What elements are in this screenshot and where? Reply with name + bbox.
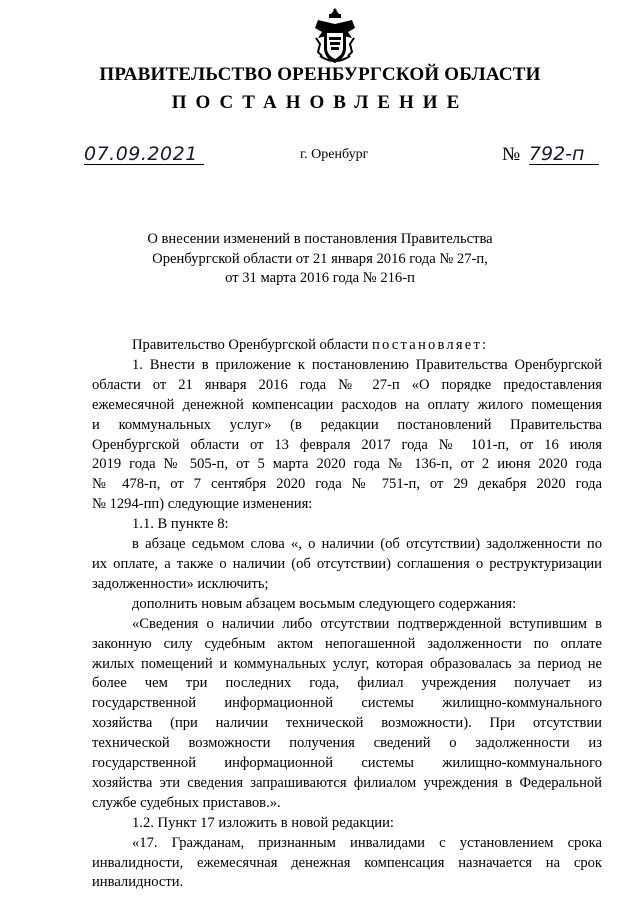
subject-line: от 31 марта 2016 года № 216-п: [225, 270, 415, 286]
subject-line: Оренбургской области от 21 января 2016 года № 27-п,: [152, 250, 488, 267]
body-line: задолженности» исключить;: [92, 575, 269, 592]
body-line: № 1294-пп) следующие изменения:: [92, 496, 313, 513]
body-line: технической возможности получения сведений о задолженности из: [92, 735, 602, 752]
subject-line: О внесении изменений в постановления Правительства: [147, 231, 493, 247]
number-label: №: [502, 144, 521, 165]
body-line: хозяйства эти сведения запрашиваются филиалом учреждения в Федеральной: [92, 774, 602, 791]
body-line: законную силу судебным актом непогашенной задолженности по оплате: [92, 635, 602, 652]
body-line: инвалидности.: [92, 874, 184, 891]
body-line: 2019 года № 505-п, от 5 марта 2020 года № 136-п, от 2 июня 2020 года: [92, 456, 602, 473]
body-line: в абзаце седьмом слова «, о наличии (об отсутствии) задолженности по: [132, 536, 602, 553]
document-body: [92, 336, 602, 893]
document-number-field: [502, 144, 599, 166]
body-line: «17. Гражданам, признанным инвалидами с установлением срока: [132, 834, 602, 851]
body-line: Оренбургской области от 13 февраля 2017 года № 101-п, от 16 июля: [92, 436, 602, 453]
body-line: «Сведения о наличии либо отсутствии подтвержденной вступившим в: [132, 615, 602, 632]
body-line: 1. Внести в приложение к постановлению Правительства Оренбургской: [132, 356, 602, 373]
body-line: инвалидности, ежемесячная денежная компенсация назначается на срок: [92, 854, 602, 871]
intro-verb: постановляет:: [371, 337, 489, 353]
body-line: 1.1. В пункте 8:: [132, 516, 229, 533]
document-city: г. Оренбург: [300, 147, 369, 162]
body-line: государственной информационной системы жилищно-коммунального: [92, 755, 602, 772]
body-line: более чем три последних года, филиал учреждения получает из: [92, 675, 602, 692]
body-line: хозяйства (при наличии технической возможности). При отсутствии: [92, 715, 602, 732]
body-line: дополнить новым абзацем восьмым следующего содержания:: [132, 595, 517, 612]
body-line: области от 21 января 2016 года № 27-п «О порядке предоставления: [92, 376, 602, 393]
intro-text: Правительство Оренбургской области: [132, 337, 372, 353]
body-line: 1.2. Пункт 17 изложить в новой редакции:: [132, 814, 394, 831]
body-line: № 478-п, от 7 сентября 2020 года № 751-п, от 29 декабря 2020 года: [92, 476, 602, 493]
document-date: 07.09.2021: [84, 144, 204, 165]
body-line: их оплате, а также о наличии (об отсутствии) соглашения о реструктуризации: [92, 555, 602, 572]
document-number: 792-п: [529, 144, 599, 165]
organization-title: ПРАВИТЕЛЬСТВО ОРЕНБУРГСКОЙ ОБЛАСТИ: [99, 64, 541, 85]
document-type: ПОСТАНОВЛЕНИЕ: [171, 92, 469, 113]
body-line: ежемесячной денежной компенсации расходов на оплату жилого помещения: [92, 396, 602, 413]
body-line: службе судебных приставов.».: [92, 794, 281, 811]
intro-paragraph: [92, 336, 602, 356]
body-line: и коммунальных услуг» (в редакции постановлений Правительства: [92, 416, 602, 433]
body-line: государственной информационной системы жилищно-коммунального: [92, 695, 602, 712]
document-subject: [0, 230, 640, 289]
coat-of-arms-icon: [312, 8, 358, 66]
body-line: жилых помещений и коммунальных услуг, которая образовалась за период не: [92, 655, 602, 672]
